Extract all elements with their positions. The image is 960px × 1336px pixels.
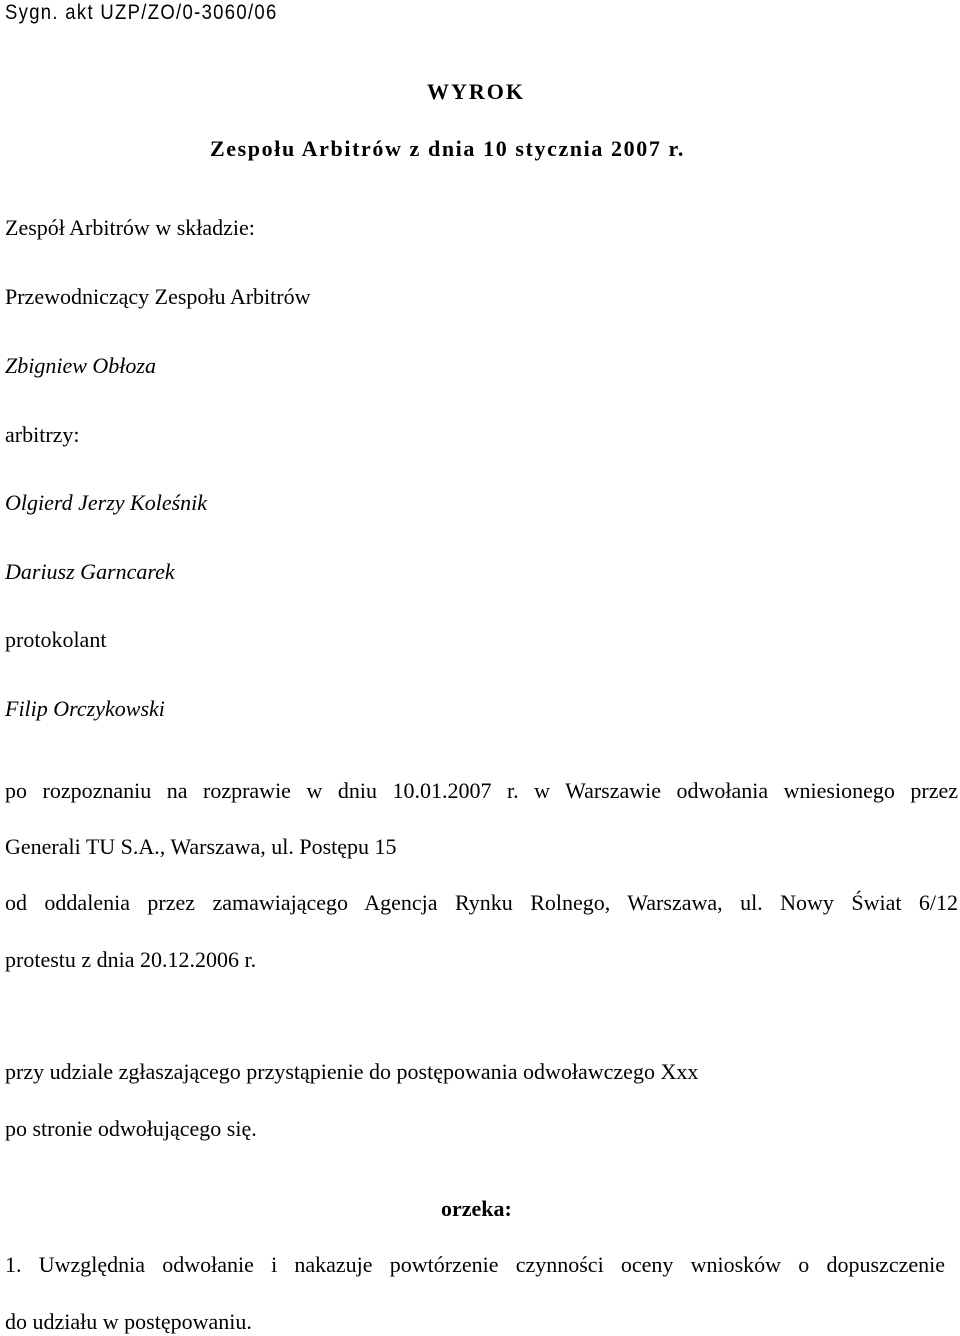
arbiters-label: arbitrzy: bbox=[5, 422, 80, 447]
clerk-name: Filip Orczykowski bbox=[5, 696, 165, 721]
panel-label: Zespół Arbitrów w składzie: bbox=[5, 215, 255, 240]
chair-label: Przewodniczący Zespołu Arbitrów bbox=[5, 284, 311, 309]
body-line: przy udziale zgłaszającego przystąpienie do postępowania odwoławczego Xxx bbox=[5, 1059, 699, 1084]
ruling-heading: orzeka: bbox=[441, 1196, 512, 1221]
document-subtitle: Zespołu Arbitrów z dnia 10 stycznia 2007 r. bbox=[210, 136, 686, 161]
body-line: od oddalenia przez zamawiającego Agencja Rynku Rolnego, Warszawa, ul. Nowy Świat 6/12 bbox=[5, 890, 958, 915]
body-line: Generali TU S.A., Warszawa, ul. Postępu 15 bbox=[5, 834, 397, 859]
chair-name: Zbigniew Obłoza bbox=[5, 353, 156, 378]
clerk-label: protokolant bbox=[5, 627, 107, 652]
arbiter-name: Dariusz Garncarek bbox=[5, 559, 175, 584]
case-signature: Sygn. akt UZP/ZO/0-3060/06 bbox=[5, 1, 278, 24]
body-line: protestu z dnia 20.12.2006 r. bbox=[5, 947, 257, 972]
body-line: po rozpoznaniu na rozprawie w dniu 10.01.2007 r. w Warszawie odwołania wniesionego przez bbox=[5, 778, 958, 803]
body-line: po stronie odwołującego się. bbox=[5, 1116, 257, 1141]
ruling-line: do udziału w postępowaniu. bbox=[5, 1309, 252, 1334]
arbiter-name: Olgierd Jerzy Koleśnik bbox=[5, 490, 208, 515]
document-title: WYROK bbox=[427, 79, 525, 104]
ruling-line: 1. Uwzględnia odwołanie i nakazuje powtórzenie czynności oceny wniosków o dopuszczenie bbox=[5, 1252, 945, 1277]
